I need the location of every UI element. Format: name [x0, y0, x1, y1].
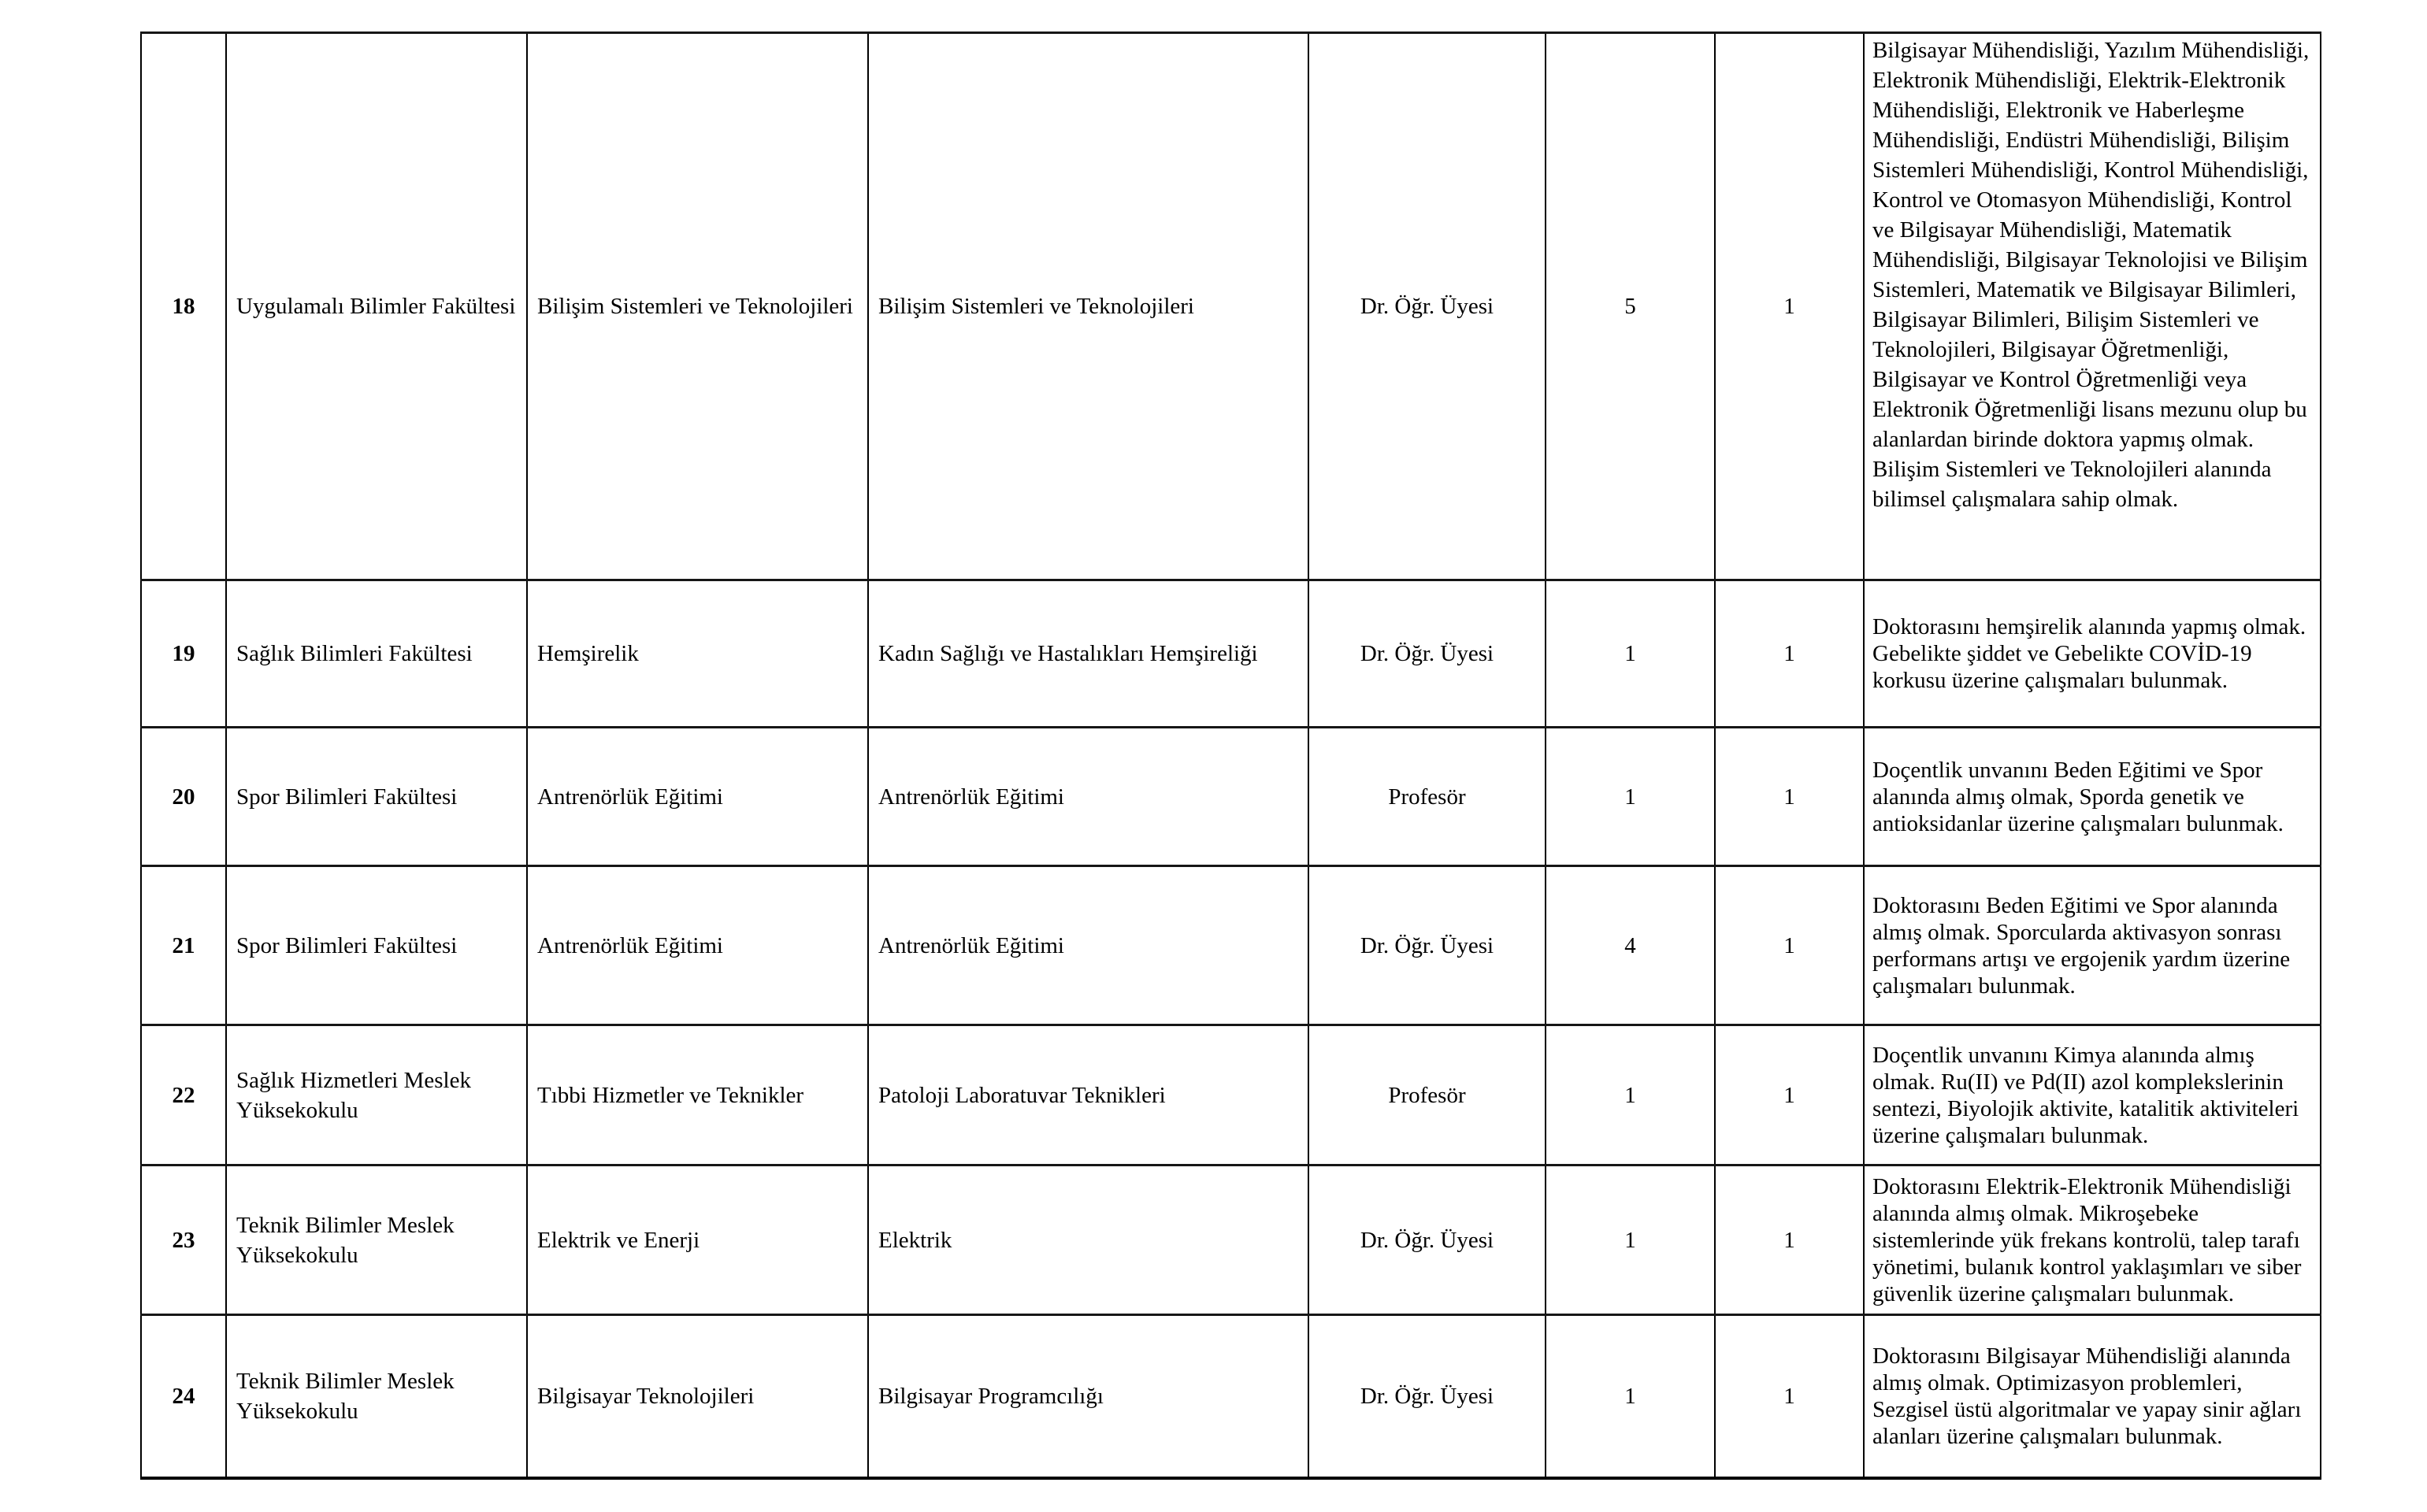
cell-program: Bilişim Sistemleri ve Teknolojileri	[868, 33, 1308, 580]
cell-program: Bilgisayar Programcılığı	[868, 1315, 1308, 1478]
cell-description: Doçentlik unvanını Beden Eğitimi ve Spor alanında almış olmak, Sporda genetik ve antioksidanlar üzerine çalışmaları bulunmak.	[1864, 728, 2321, 866]
cell-count: 1	[1715, 580, 1864, 728]
cell-department: Elektrik ve Enerji	[527, 1166, 868, 1315]
cell-title: Dr. Öğr. Üyesi	[1308, 33, 1546, 580]
cell-count: 1	[1715, 1166, 1864, 1315]
cell-department: Antrenörlük Eğitimi	[527, 866, 868, 1025]
cell-degree: 1	[1546, 1025, 1715, 1166]
cell-count: 1	[1715, 33, 1864, 580]
cell-program: Patoloji Laboratuvar Teknikleri	[868, 1025, 1308, 1166]
cell-row-number: 20	[141, 728, 226, 866]
cell-degree: 1	[1546, 728, 1715, 866]
cell-program: Antrenörlük Eğitimi	[868, 866, 1308, 1025]
table-row	[141, 728, 2321, 866]
cell-degree: 1	[1546, 1166, 1715, 1315]
cell-row-number: 22	[141, 1025, 226, 1166]
cell-department: Bilgisayar Teknolojileri	[527, 1315, 868, 1478]
table-row	[141, 1166, 2321, 1315]
cell-faculty: Spor Bilimleri Fakültesi	[226, 866, 527, 1025]
cell-count: 1	[1715, 728, 1864, 866]
cell-description: Doktorasını Bilgisayar Mühendisliği alanında almış olmak. Optimizasyon problemleri, Sezgisel üstü algoritmalar ve yapay sinir ağları alanları üzerine çalışmaları bulunmak.	[1864, 1315, 2321, 1478]
table-row	[141, 580, 2321, 728]
table-row	[141, 866, 2321, 1025]
cell-faculty: Spor Bilimleri Fakültesi	[226, 728, 527, 866]
cell-degree: 5	[1546, 33, 1715, 580]
cell-degree: 4	[1546, 866, 1715, 1025]
cell-row-number: 18	[141, 33, 226, 580]
cell-count: 1	[1715, 1025, 1864, 1166]
table-row	[141, 1025, 2321, 1166]
cell-department: Antrenörlük Eğitimi	[527, 728, 868, 866]
cell-faculty: Teknik Bilimler Meslek Yüksekokulu	[226, 1315, 527, 1478]
cell-count: 1	[1715, 1315, 1864, 1478]
cell-faculty: Uygulamalı Bilimler Fakültesi	[226, 33, 527, 580]
academic-positions-table	[140, 32, 2321, 1480]
cell-title: Profesör	[1308, 1025, 1546, 1166]
cell-degree: 1	[1546, 1315, 1715, 1478]
cell-title: Dr. Öğr. Üyesi	[1308, 1166, 1546, 1315]
cell-description: Bilgisayar Mühendisliği, Yazılım Mühendisliği, Elektronik Mühendisliği, Elektrik-Elektronik Mühendisliği, Elektronik ve Haberleşme Mühendisliği, Endüstri Mühendisliği, Bilişim Sistemleri Mühendisliği, Kontrol Mühendisliği, Kontrol ve Otomasyon Mühendisliği, Kontrol ve Bilgisayar Mühendisliği, Matematik Mühendisliği, Bilgisayar Teknolojisi ve Bilişim Sistemleri, Matematik ve Bilgisayar Bilimleri, Bilgisayar Bilimleri, Bilişim Sistemleri ve Teknolojileri, Bilgisayar Öğretmenliği, Bilgisayar ve Kontrol Öğretmenliği veya Elektronik Öğretmenliği lisans mezunu olup bu alanlardan birinde doktora yapmış olmak. Bilişim Sistemleri ve Teknolojileri alanında bilimsel çalışmalara sahip olmak.	[1864, 33, 2321, 580]
cell-description: Doçentlik unvanını Kimya alanında almış olmak. Ru(II) ve Pd(II) azol komplekslerinin sentezi, Biyolojik aktivite, katalitik aktiviteleri üzerine çalışmaları bulunmak.	[1864, 1025, 2321, 1166]
table-row	[141, 1315, 2321, 1478]
cell-description: Doktorasını hemşirelik alanında yapmış olmak. Gebelikte şiddet ve Gebelikte COVİD-19 korkusu üzerine çalışmaları bulunmak.	[1864, 580, 2321, 728]
cell-description: Doktorasını Elektrik-Elektronik Mühendisliği alanında almış olmak. Mikroşebeke sistemlerinde yük frekans kontrolü, talep tarafı yönetimi, bulanık kontrol yaklaşımları ve siber güvenlik üzerine çalışmaları bulunmak.	[1864, 1166, 2321, 1315]
cell-program: Antrenörlük Eğitimi	[868, 728, 1308, 866]
cell-title: Dr. Öğr. Üyesi	[1308, 1315, 1546, 1478]
cell-title: Dr. Öğr. Üyesi	[1308, 580, 1546, 728]
cell-description: Doktorasını Beden Eğitimi ve Spor alanında almış olmak. Sporcularda aktivasyon sonrası performans artışı ve ergojenik yardım üzerine çalışmaları bulunmak.	[1864, 866, 2321, 1025]
cell-count: 1	[1715, 866, 1864, 1025]
cell-program: Elektrik	[868, 1166, 1308, 1315]
cell-department: Bilişim Sistemleri ve Teknolojileri	[527, 33, 868, 580]
cell-title: Profesör	[1308, 728, 1546, 866]
cell-row-number: 23	[141, 1166, 226, 1315]
cell-title: Dr. Öğr. Üyesi	[1308, 866, 1546, 1025]
cell-row-number: 21	[141, 866, 226, 1025]
cell-department: Hemşirelik	[527, 580, 868, 728]
cell-row-number: 24	[141, 1315, 226, 1478]
cell-row-number: 19	[141, 580, 226, 728]
cell-faculty: Teknik Bilimler Meslek Yüksekokulu	[226, 1166, 527, 1315]
cell-program: Kadın Sağlığı ve Hastalıkları Hemşireliği	[868, 580, 1308, 728]
cell-department: Tıbbi Hizmetler ve Teknikler	[527, 1025, 868, 1166]
table-row	[141, 33, 2321, 580]
cell-faculty: Sağlık Bilimleri Fakültesi	[226, 580, 527, 728]
cell-degree: 1	[1546, 580, 1715, 728]
cell-faculty: Sağlık Hizmetleri Meslek Yüksekokulu	[226, 1025, 527, 1166]
